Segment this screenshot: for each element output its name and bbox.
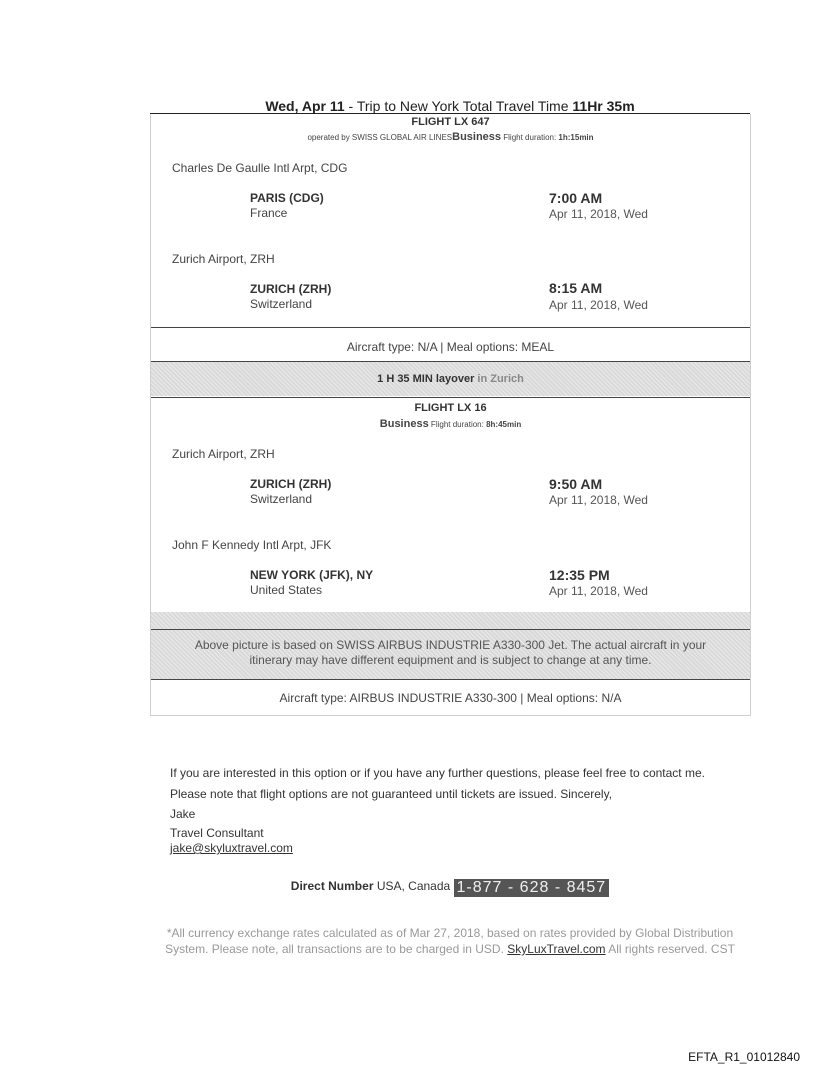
document-id: EFTA_R1_01012840 [688, 1050, 800, 1064]
flight-2-departure-country: Switzerland [250, 492, 313, 506]
flight-2-arrival-city: NEW YORK (JFK), NY [250, 568, 374, 582]
flight-2-arrival-country: United States [250, 583, 323, 597]
flight-1-arrival-country: Switzerland [250, 297, 313, 311]
equipment-note-line-2: itinerary may have different equipment and is subject to change at any time. [249, 653, 652, 667]
flight-1-subtitle [151, 131, 750, 143]
direct-number-row [150, 879, 750, 897]
flight-2-departure-airport: Zurich Airport, ZRH [172, 447, 275, 461]
divider [151, 679, 750, 680]
email-link[interactable]: jake@skyluxtravel.com [170, 841, 293, 855]
flight-2-arrival-airport: John F Kennedy Intl Arpt, JFK [172, 538, 332, 552]
equipment-note-line-1: Above picture is based on SWISS AIRBUS INDUSTRIE A330-300 Jet. The actual aircraft in your [194, 638, 707, 652]
flight-1-duration: 1h:15min [558, 133, 594, 142]
itinerary-panel [150, 114, 751, 716]
layover-text [151, 362, 750, 396]
flight-2-duration-label: Flight duration: [428, 420, 487, 429]
divider [151, 327, 750, 328]
flight-1-arrival-city: ZURICH (ZRH) [250, 282, 332, 296]
footer-line-2-text: System. Please note, all transactions are to be charged in USD. [165, 942, 508, 956]
phone-number[interactable]: 1-877 - 628 - 8457 [454, 879, 610, 897]
flight-1-title: FLIGHT LX 647 [411, 116, 490, 128]
flight-1-cabin: Business [452, 131, 502, 143]
footer-line-1: *All currency exchange rates calculated as of Mar 27, 2018, based on rates provided by Global Distribution [166, 926, 734, 940]
flight-1-operator: operated by SWISS GLOBAL AIR LINES [307, 133, 453, 142]
equipment-note-banner [151, 612, 750, 679]
message-line-2: Please note that flight options are not guaranteed until tickets are issued. Sincerely, [170, 787, 613, 801]
flight-1-aircraft-info: Aircraft type: N/A | Meal options: MEAL [346, 340, 555, 354]
footer-line-2 [130, 942, 770, 956]
flight-1-departure-city: PARIS (CDG) [250, 191, 324, 205]
flight-1-departure-airport: Charles De Gaulle Intl Arpt, CDG [172, 161, 348, 175]
flight-1-arrival-date: Apr 11, 2018, Wed [549, 298, 648, 312]
layover-location: in Zurich [474, 373, 524, 385]
flight-2-subtitle [151, 418, 750, 430]
divider [151, 629, 750, 630]
flight-1-departure-date: Apr 11, 2018, Wed [549, 207, 648, 221]
flight-1-duration-label: Flight duration: [501, 133, 559, 142]
flight-2-departure-date: Apr 11, 2018, Wed [549, 493, 648, 507]
flight-1-arrival-time: 8:15 AM [549, 280, 603, 296]
trip-summary: - Trip to New York Total Travel Time [344, 98, 573, 114]
message-line-1: If you are interested in this option or if you have any further questions, please feel free to contact me. [170, 766, 705, 780]
flight-1-arrival-airport: Zurich Airport, ZRH [172, 252, 275, 266]
direct-number-label: Direct Number [290, 879, 374, 893]
equipment-note [151, 638, 750, 668]
flight-2-title: FLIGHT LX 16 [414, 402, 487, 414]
flight-1-departure-time: 7:00 AM [549, 190, 603, 206]
signature-email-row [170, 841, 293, 855]
direct-number-region: USA, Canada [373, 879, 454, 893]
flight-1-departure-country: France [250, 206, 288, 220]
trip-header [150, 98, 750, 114]
flight-2-aircraft-info: Aircraft type: AIRBUS INDUSTRIE A330-300 | Meal options: N/A [279, 691, 622, 705]
trip-date: Wed, Apr 11 [265, 98, 345, 114]
signature-role: Travel Consultant [170, 826, 264, 840]
site-link[interactable]: SkyLuxTravel.com [507, 942, 606, 956]
signature-name: Jake [170, 807, 196, 821]
divider [151, 397, 750, 398]
flight-2-departure-city: ZURICH (ZRH) [250, 477, 332, 491]
flight-2-departure-time: 9:50 AM [549, 476, 603, 492]
flight-2-arrival-date: Apr 11, 2018, Wed [549, 584, 648, 598]
flight-2-arrival-time: 12:35 PM [549, 567, 610, 583]
layover-duration: 1 H 35 MIN layover [377, 373, 475, 385]
layover-banner [151, 362, 750, 396]
total-travel-time: 11Hr 35m [572, 98, 635, 114]
flight-2-cabin: Business [379, 418, 429, 430]
flight-2-duration: 8h:45min [486, 420, 522, 429]
footer-line-2-suffix: All rights reserved. CST [605, 942, 735, 956]
